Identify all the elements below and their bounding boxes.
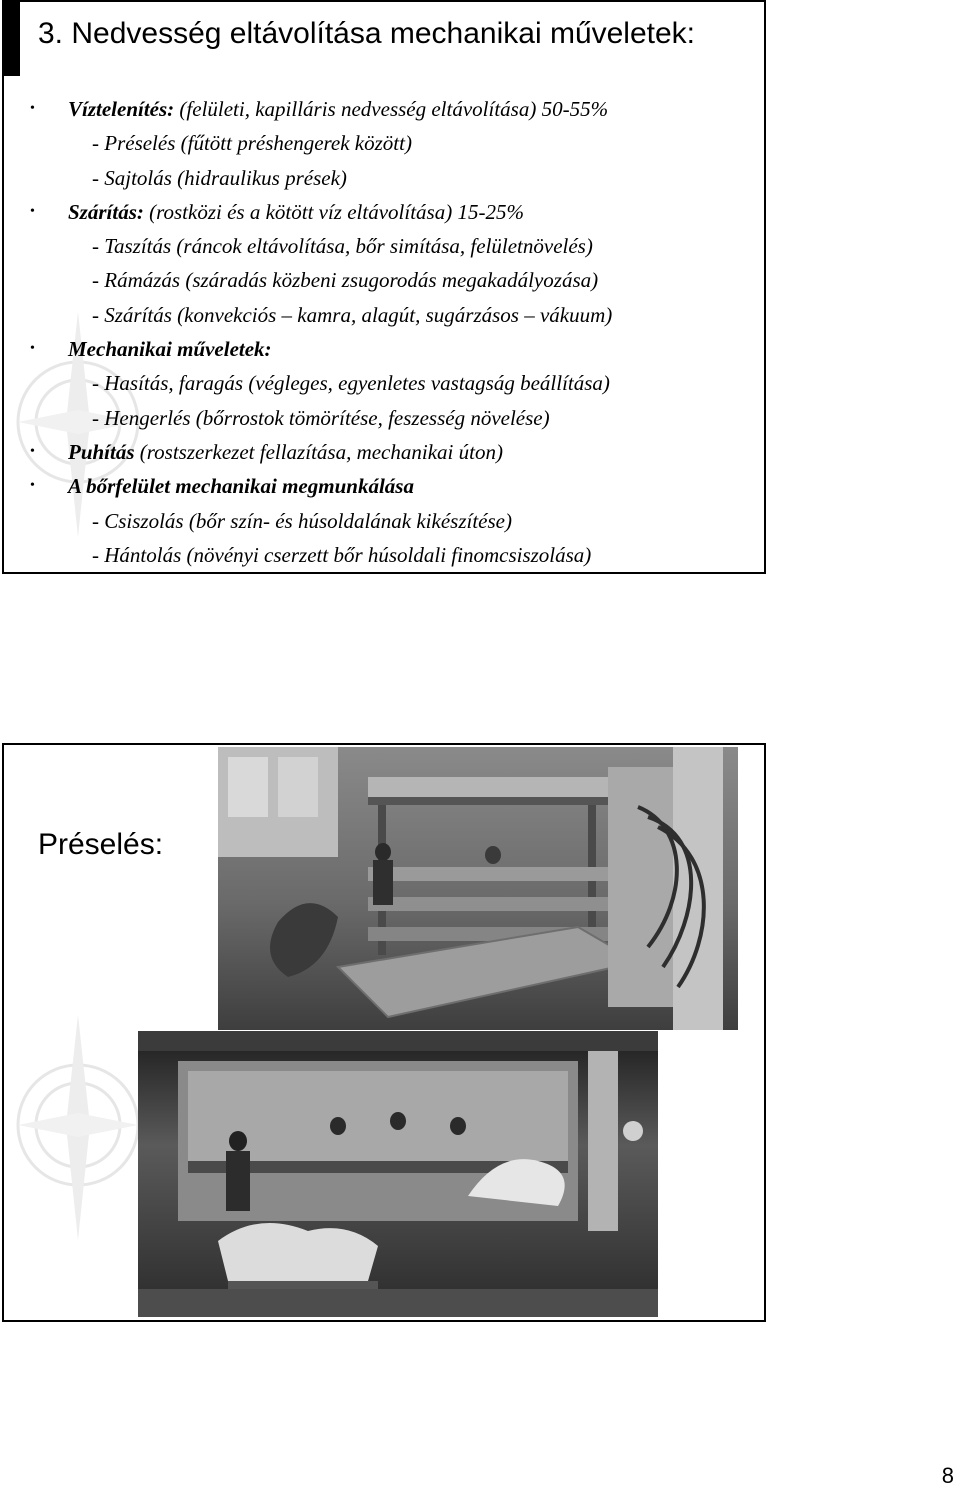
sub-item: [26, 126, 754, 160]
bullet-icon: •: [30, 101, 35, 116]
sub-item: [26, 298, 754, 332]
pressing-label: Préselés:: [38, 828, 164, 861]
bullet-text: - Taszítás (ráncok eltávolítása, bőr simítása, felületnövelés): [92, 234, 593, 259]
sub-item: [26, 161, 754, 195]
bullet-text: - Csiszolás (bőr szín- és húsoldalának kikészítése): [92, 508, 512, 533]
bullet-text: - Hasítás, faragás (végleges, egyenletes vastagság beállítása): [92, 371, 610, 396]
bullet-text: - Rámázás (száradás közbeni zsugorodás megakadályozása): [92, 268, 599, 293]
hydraulic-press-photo: [218, 747, 738, 1030]
bullet-text: - Préselés (fűtött préshengerek között): [92, 131, 412, 156]
bullet-icon: •: [30, 341, 35, 357]
bullet-icon: •: [30, 203, 35, 219]
bullet-text: Mechanikai műveletek:: [68, 337, 272, 362]
leather-press-line-photo: [138, 1031, 658, 1317]
bullet-item: [26, 435, 754, 469]
bullet-term: Szárítás:: [68, 199, 144, 224]
bullet-item: [26, 195, 754, 229]
bullet-text: - Hántolás (növényi cserzett bőr húsoldali finomcsiszolása): [92, 542, 592, 567]
sub-item: [26, 401, 754, 435]
slide-mechanical-operations: [2, 0, 766, 574]
sub-item: [26, 366, 754, 400]
bullet-item: [26, 92, 754, 126]
bullet-item: [26, 332, 754, 366]
bullet-text: - Szárítás (konvekciós – kamra, alagút, sugárzásos – vákuum): [92, 302, 613, 327]
slide-title: 3. Nedvesség eltávolítása mechanikai műveletek:: [38, 17, 696, 50]
bullet-text: - Sajtolás (hidraulikus prések): [92, 165, 347, 190]
bullet-term: A bőrfelület mechanikai megmunkálása: [68, 474, 414, 499]
bullet-item: [26, 469, 754, 503]
bullet-term: Puhítás: [68, 439, 135, 464]
sub-item: [26, 229, 754, 263]
bullet-text: (rostközi és a kötött víz eltávolítása) 15-25%: [143, 199, 524, 224]
operations-list: [26, 92, 754, 572]
sub-item: [26, 504, 754, 538]
bullet-text: (rostszerkezet fellazítása, mechanikai úton): [134, 439, 503, 464]
sub-item: [26, 263, 754, 297]
bullet-icon: •: [30, 478, 35, 494]
bullet-icon: •: [30, 443, 35, 459]
bullet-term: Víztelenítés:: [68, 97, 175, 121]
bullet-text: - Hengerlés (bőrrostok tömörítése, feszesség növelése): [92, 405, 550, 430]
slide-pressing: [2, 743, 766, 1322]
bullet-text: (felületi, kapilláris nedvesség eltávolítása) 50-55%: [174, 97, 609, 121]
page-number: 8: [941, 1463, 954, 1488]
title-accent-bar: [4, 2, 20, 76]
compass-watermark-icon: [8, 995, 158, 1265]
sub-item: [26, 538, 754, 572]
